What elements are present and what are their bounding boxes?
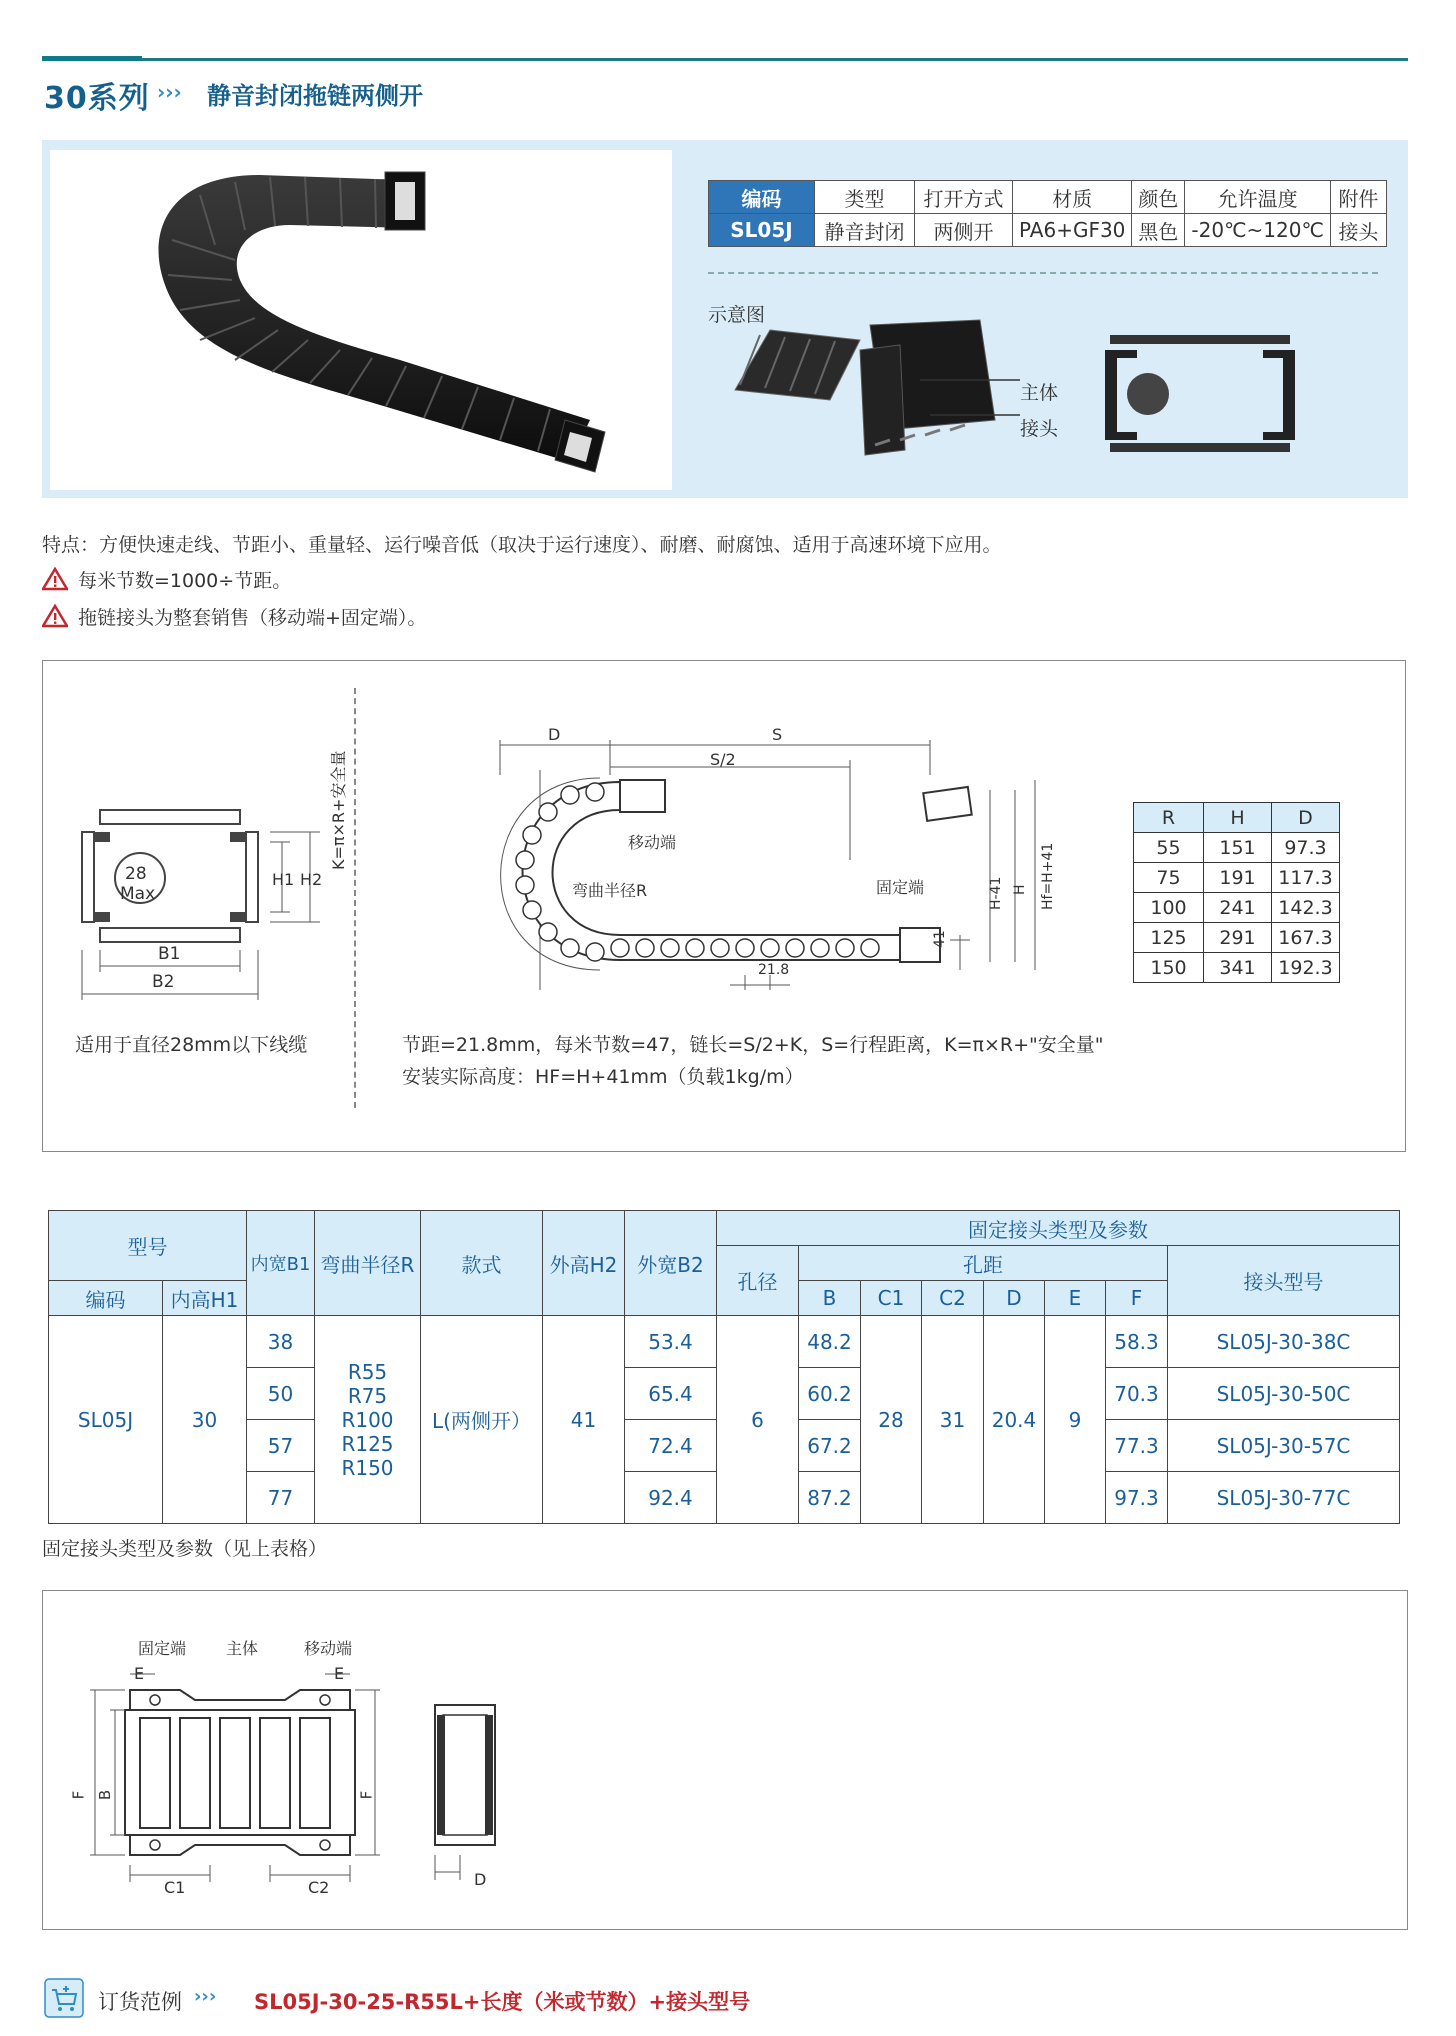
cable-note: 适用于直径28mm以下线缆 bbox=[75, 1034, 308, 1056]
header-model: 型号 bbox=[49, 1211, 247, 1281]
spec-value-cell: 静音封闭 bbox=[815, 214, 915, 247]
label-joint: 接头 bbox=[1020, 418, 1059, 440]
warning-icon bbox=[42, 604, 68, 628]
rhd-header-cell: H bbox=[1204, 803, 1272, 833]
dim-d: D bbox=[474, 1870, 487, 1889]
header-hole-dist: 孔距 bbox=[799, 1246, 1168, 1281]
features-block bbox=[42, 530, 1002, 634]
label-bend-radius: 弯曲半径R bbox=[572, 881, 648, 900]
cell-hole-dia: 6 bbox=[717, 1316, 799, 1524]
warning-row bbox=[42, 598, 1002, 634]
max-dia-bottom: Max bbox=[120, 884, 156, 904]
cell-b2: 53.4 bbox=[625, 1316, 717, 1368]
max-dia-top: 28 bbox=[125, 864, 147, 884]
spec-header-cell: 颜色 bbox=[1132, 181, 1185, 214]
order-example-label: 订货范例 bbox=[98, 1990, 182, 2014]
spec-header-cell: 附件 bbox=[1330, 181, 1386, 214]
spec-value-cell: SL05J bbox=[709, 214, 815, 247]
chevron-arrows-icon: ››› bbox=[157, 80, 182, 104]
rhd-cell: 151 bbox=[1204, 833, 1272, 863]
cart-icon bbox=[44, 1978, 84, 2018]
cell-b: 48.2 bbox=[799, 1316, 861, 1368]
cell-b1: 57 bbox=[247, 1420, 315, 1472]
dim-f-right: F bbox=[357, 1790, 376, 1800]
rhd-cell: 125 bbox=[1134, 923, 1204, 953]
table-header-row bbox=[49, 1211, 1400, 1246]
spec-value-cell: 黑色 bbox=[1132, 214, 1185, 247]
formula-pitch: 节距=21.8mm，每米节数=47，链长=S/2+K，S=行程距离，K=π×R+"安全量" bbox=[402, 1034, 1104, 1056]
warning-row bbox=[42, 560, 1002, 598]
spec-table bbox=[708, 180, 1387, 247]
header-style: 款式 bbox=[421, 1211, 543, 1316]
spec-value-cell: 两侧开 bbox=[915, 214, 1013, 247]
cell-b1: 77 bbox=[247, 1472, 315, 1524]
cell-joint: SL05J-30-38C bbox=[1168, 1316, 1400, 1368]
header-sub-e: E bbox=[1045, 1281, 1106, 1316]
table-row bbox=[1134, 833, 1340, 863]
joint-top-view-icon bbox=[70, 1660, 510, 1900]
dim-s: S bbox=[772, 725, 783, 744]
rhd-cell: 55 bbox=[1134, 833, 1204, 863]
dim-b1: B1 bbox=[158, 944, 181, 964]
cell-b: 67.2 bbox=[799, 1420, 861, 1472]
cell-e: 9 bbox=[1045, 1316, 1106, 1524]
rhd-cell: 191 bbox=[1204, 863, 1272, 893]
product-photo bbox=[50, 150, 672, 490]
cell-f: 97.3 bbox=[1106, 1472, 1168, 1524]
spec-value-cell: 接头 bbox=[1330, 214, 1386, 247]
warning-text: 每米节数=1000÷节距。 bbox=[78, 569, 292, 592]
rhd-cell: 142.3 bbox=[1272, 893, 1340, 923]
dashed-separator bbox=[354, 688, 356, 1108]
label-body: 主体 bbox=[226, 1639, 259, 1658]
header-joint-model: 接头型号 bbox=[1168, 1246, 1400, 1316]
drag-chain-photo-icon bbox=[50, 150, 672, 490]
cell-b: 87.2 bbox=[799, 1472, 861, 1524]
label-body: 主体 bbox=[1020, 382, 1059, 404]
series-title: 30系列 bbox=[44, 81, 150, 116]
spec-header-cell: 打开方式 bbox=[915, 181, 1013, 214]
rhd-header-row bbox=[1134, 803, 1340, 833]
table-row bbox=[49, 1316, 1400, 1368]
spec-header-row bbox=[709, 181, 1387, 214]
radius-value: R100 bbox=[341, 1407, 394, 1432]
dim-hf: Hf=H+41 bbox=[1040, 842, 1056, 910]
table-row bbox=[1134, 893, 1340, 923]
table-row bbox=[1134, 953, 1340, 983]
chevron-arrows-icon: ››› bbox=[194, 1986, 217, 2007]
cell-b2: 65.4 bbox=[625, 1368, 717, 1420]
table-row bbox=[1134, 923, 1340, 953]
dim-b: B bbox=[96, 1789, 115, 1801]
dim-h2: H2 bbox=[300, 870, 323, 889]
side-view-icon bbox=[470, 730, 1070, 1000]
label-moving-end: 移动端 bbox=[304, 1639, 353, 1658]
header-inner-width: 内宽B1 bbox=[247, 1211, 315, 1316]
spec-value-cell: -20℃~120℃ bbox=[1185, 214, 1331, 247]
cell-radii bbox=[315, 1316, 421, 1524]
header-rule-accent bbox=[42, 56, 142, 61]
dim-k: K=π×R+安全量 bbox=[329, 750, 348, 870]
dim-e-right: E bbox=[334, 1664, 345, 1683]
rhd-cell: 97.3 bbox=[1272, 833, 1340, 863]
dim-h-minus-41: H-41 bbox=[988, 876, 1004, 910]
label-moving-end: 移动端 bbox=[628, 833, 677, 852]
radius-value: R150 bbox=[341, 1455, 394, 1480]
table-row bbox=[1134, 863, 1340, 893]
header-sub-c2: C2 bbox=[922, 1281, 984, 1316]
header-code: 编码 bbox=[49, 1281, 163, 1316]
dim-s-half: S/2 bbox=[710, 750, 736, 769]
spec-header-cell: 编码 bbox=[709, 181, 815, 214]
cell-joint: SL05J-30-57C bbox=[1168, 1420, 1400, 1472]
cell-f: 70.3 bbox=[1106, 1368, 1168, 1420]
dim-e-left: E bbox=[134, 1664, 145, 1683]
diagram-label: 示意图 bbox=[708, 304, 766, 326]
cell-joint: SL05J-30-77C bbox=[1168, 1472, 1400, 1524]
cell-code: SL05J bbox=[49, 1316, 163, 1524]
dim-d: D bbox=[548, 725, 561, 744]
series-subtitle: 静音封闭拖链两侧开 bbox=[207, 82, 423, 110]
cell-b2: 72.4 bbox=[625, 1420, 717, 1472]
cell-b1: 38 bbox=[247, 1316, 315, 1368]
rhd-cell: 167.3 bbox=[1272, 923, 1340, 953]
spec-header-cell: 允许温度 bbox=[1185, 181, 1331, 214]
dim-f-left: F bbox=[69, 1790, 88, 1800]
dim-c2: C2 bbox=[308, 1878, 330, 1897]
dim-b2: B2 bbox=[152, 972, 175, 992]
dim-pitch: 21.8 bbox=[758, 962, 790, 978]
cell-style: L(两侧开） bbox=[421, 1316, 543, 1524]
cell-b1: 50 bbox=[247, 1368, 315, 1420]
radius-value: R55 bbox=[347, 1359, 388, 1384]
header-sub-c1: C1 bbox=[861, 1281, 922, 1316]
spec-value-cell: PA6+GF30 bbox=[1013, 214, 1132, 247]
spec-header-cell: 类型 bbox=[815, 181, 915, 214]
order-formula: SL05J-30-25-R55L+长度（米或节数）+接头型号 bbox=[254, 1990, 751, 2014]
rhd-cell: 150 bbox=[1134, 953, 1204, 983]
features-line: 特点：方便快速走线、节距小、重量轻、运行噪音低（取决于运行速度）、耐磨、耐腐蚀、适用于高速环境下应用。 bbox=[42, 534, 1002, 556]
rhd-header-cell: R bbox=[1134, 803, 1204, 833]
label-fixed-end: 固定端 bbox=[138, 1639, 187, 1658]
header-sub-b: B bbox=[799, 1281, 861, 1316]
header-outer-height: 外高H2 bbox=[543, 1211, 625, 1316]
cell-c2: 31 bbox=[922, 1316, 984, 1524]
front-view-icon bbox=[1100, 330, 1300, 460]
label-fixed-end: 固定端 bbox=[876, 878, 925, 897]
cell-f: 58.3 bbox=[1106, 1316, 1168, 1368]
rhd-cell: 117.3 bbox=[1272, 863, 1340, 893]
dashed-divider bbox=[708, 272, 1378, 274]
cell-outer-height: 41 bbox=[543, 1316, 625, 1524]
header-hole-dia: 孔径 bbox=[717, 1246, 799, 1316]
cell-joint: SL05J-30-50C bbox=[1168, 1368, 1400, 1420]
cell-d: 20.4 bbox=[984, 1316, 1045, 1524]
spec-value-row bbox=[709, 214, 1387, 247]
header-sub-f: F bbox=[1106, 1281, 1168, 1316]
cell-f: 77.3 bbox=[1106, 1420, 1168, 1472]
header-fixed-joint: 固定接头类型及参数 bbox=[717, 1211, 1400, 1246]
dim-41: 41 bbox=[932, 930, 948, 948]
rhd-cell: 241 bbox=[1204, 893, 1272, 923]
radius-value: R75 bbox=[347, 1383, 388, 1408]
formula-height: 安装实际高度：HF=H+41mm（负载1kg/m） bbox=[402, 1066, 804, 1088]
warning-text: 拖链接头为整套销售（移动端+固定端）。 bbox=[78, 606, 427, 629]
header-sub-d: D bbox=[984, 1281, 1045, 1316]
cell-b2: 92.4 bbox=[625, 1472, 717, 1524]
header-outer-width: 外宽B2 bbox=[625, 1211, 717, 1316]
header-rule bbox=[42, 58, 1408, 61]
cell-b: 60.2 bbox=[799, 1368, 861, 1420]
header-bend-radius: 弯曲半径R bbox=[315, 1211, 421, 1316]
fixed-joint-note: 固定接头类型及参数（见上表格） bbox=[42, 1538, 328, 1560]
header-inner-height: 内高H1 bbox=[163, 1281, 247, 1316]
dim-h: H bbox=[1012, 884, 1028, 895]
exploded-view-icon bbox=[730, 310, 1030, 470]
rhd-cell: 341 bbox=[1204, 953, 1272, 983]
rhd-table bbox=[1133, 802, 1340, 983]
cell-inner-height: 30 bbox=[163, 1316, 247, 1524]
warning-icon bbox=[42, 567, 68, 591]
radius-value: R125 bbox=[341, 1431, 394, 1456]
rhd-cell: 192.3 bbox=[1272, 953, 1340, 983]
model-table bbox=[48, 1210, 1400, 1524]
cross-section-icon bbox=[70, 800, 330, 1020]
dim-h1: H1 bbox=[272, 870, 295, 889]
rhd-cell: 100 bbox=[1134, 893, 1204, 923]
rhd-cell: 291 bbox=[1204, 923, 1272, 953]
cell-c1: 28 bbox=[861, 1316, 922, 1524]
rhd-header-cell: D bbox=[1272, 803, 1340, 833]
rhd-cell: 75 bbox=[1134, 863, 1204, 893]
spec-header-cell: 材质 bbox=[1013, 181, 1132, 214]
dim-c1: C1 bbox=[164, 1878, 186, 1897]
